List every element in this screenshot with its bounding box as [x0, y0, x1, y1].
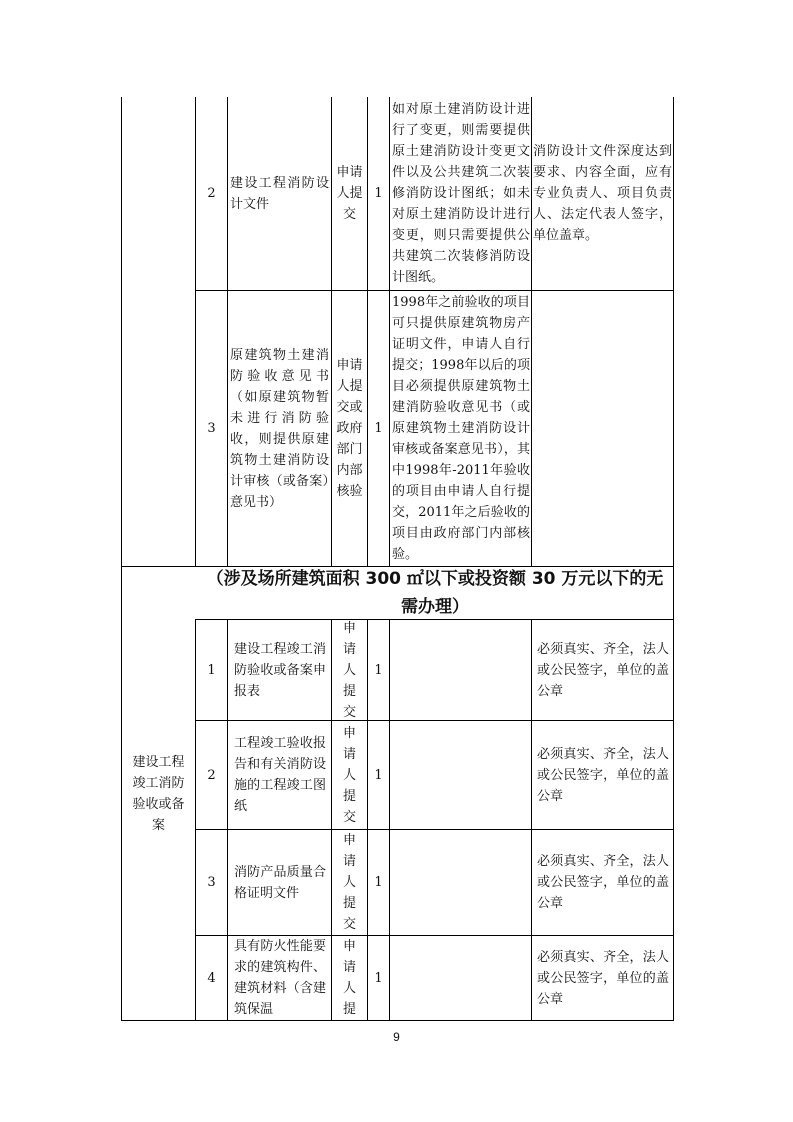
table-border [673, 97, 674, 1021]
quantity: 1 [374, 875, 383, 890]
requirement: 必须真实、齐全，法人或公民签字，单位的盖公章 [537, 949, 669, 1007]
submit-method-text: 申请人提交 [342, 833, 356, 932]
submit-method [332, 936, 367, 1020]
row-number: 3 [207, 875, 216, 890]
quantity: 1 [374, 186, 383, 201]
section-header: （涉及场所建筑面积 300 ㎡以下或投资额 30 万元以下的无需办理） [206, 569, 664, 617]
material-name: 建设工程竣工消防验收或备案申报表 [234, 641, 326, 699]
category-label [122, 567, 195, 1020]
table-border [389, 619, 390, 1021]
requirement [533, 291, 672, 566]
table-border [389, 97, 390, 567]
submit-method-text: 申请人提交或政府部门内部核验 [336, 358, 363, 499]
submit-method-text: 申请人提 [342, 939, 356, 1017]
material-name: 工程竣工验收报告和有关消防设施的工程竣工图纸 [234, 736, 326, 814]
table-border [227, 619, 228, 1021]
quantity: 1 [374, 970, 383, 986]
submit-method-text: 申请人提交 [336, 165, 363, 222]
material-name: 原建筑物土建消防验收意见书（如原建筑物暂未进行消防验收，则提供原建筑物土建消防设计审核（或备案）意见书） [230, 347, 329, 510]
submit-method [332, 620, 367, 720]
row-number: 4 [207, 970, 216, 986]
requirement: 必须真实、齐全，法人或公民签字，单位的盖公章 [537, 746, 669, 804]
table-border [121, 1020, 674, 1021]
requirement: 必须真实、齐全，法人或公民签字，单位的盖公章 [537, 854, 669, 911]
requirement: 必须真实、齐全，法人或公民签字，单位的盖公章 [537, 641, 669, 699]
requirement: 消防设计文件深度达到要求、内容全面，应有专业负责人、项目负责人、法定代表人签字，单位盖章。 [533, 144, 672, 243]
submit-method-text: 申请人提交 [342, 620, 356, 720]
table-border [531, 97, 532, 567]
submit-method [332, 830, 367, 935]
quantity: 1 [374, 767, 383, 783]
row-number: 3 [207, 421, 216, 436]
submit-method [332, 291, 367, 566]
material-name: 具有防火性能要求的建筑构件、建筑材料（含建筑保温 [234, 939, 326, 1017]
material-name: 消防产品质量合格证明文件 [234, 864, 326, 901]
row-number: 1 [207, 662, 216, 678]
page-number: 9 [393, 1030, 400, 1044]
row-number: 2 [207, 186, 216, 201]
table-border [227, 97, 228, 567]
submit-method [332, 721, 367, 829]
remark: 1998年之前验收的项目可只提供原建筑物房产证明文件，申请人自行提交；1998年以后的项目必须提供原建筑物土建消防验收意见书（或原建筑物土建消防设计审核或备案意见书），其中1998年-2011年验收的项目由申请人自行提交，2011年之后验收的项目由政府部门内部核验。 [392, 295, 530, 562]
material-name: 建设工程消防设计文件 [230, 175, 329, 212]
table-border [531, 619, 532, 1021]
quantity: 1 [374, 421, 383, 436]
submit-method-text: 申请人提交 [342, 725, 356, 825]
category-text: 建设工程竣工消防验收或备案 [132, 754, 185, 833]
remark: 如对原土建消防设计进行了变更，则需要提供原土建消防设计变更文件以及公共建筑二次装修消防设计图纸；如未对原土建消防设计进行变更，则只需要提供公共建筑二次装修消防设计图纸。 [392, 102, 530, 285]
submit-method [332, 97, 367, 290]
quantity: 1 [374, 662, 383, 678]
row-number: 2 [207, 767, 216, 783]
